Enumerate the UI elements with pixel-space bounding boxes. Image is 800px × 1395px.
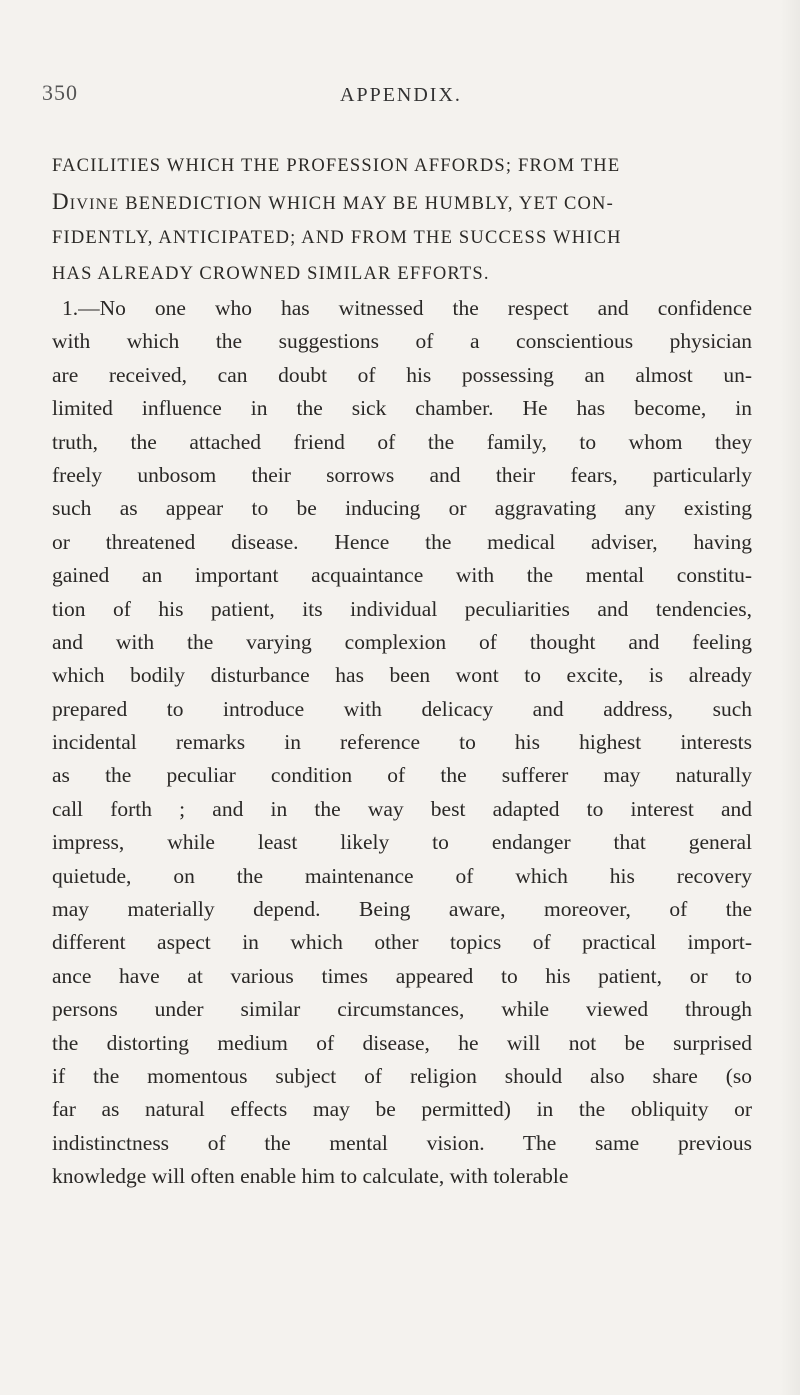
running-head: APPENDIX. <box>340 84 462 106</box>
heading-initial-word: Divine <box>52 189 120 214</box>
heading-line: FACILITIES WHICH THE PROFESSION AFFORDS; FROM THE <box>52 156 621 176</box>
body-line: knowledge will often enable him to calculate, with tolerable <box>52 1164 569 1189</box>
section-heading <box>52 148 752 292</box>
body-line: incidental remarks in reference to his highest interests <box>52 730 752 755</box>
body-paragraph <box>52 292 752 1194</box>
body-line: as the peculiar condition of the sufferer may naturally <box>52 763 752 788</box>
page-number: 350 <box>42 80 78 105</box>
body-line: such as appear to be inducing or aggravating any existing <box>52 496 752 521</box>
body-line: persons under similar circumstances, while viewed through <box>52 997 752 1022</box>
heading-line <box>52 184 752 220</box>
body-line: tion of his patient, its individual peculiarities and tendencies, <box>52 596 752 621</box>
body-line: the distorting medium of disease, he will not be surprised <box>52 1030 752 1055</box>
page-edge-shadow <box>780 0 800 1395</box>
body-line: gained an important acquaintance with the mental constitu- <box>52 563 752 588</box>
body-line: ance have at various times appeared to his patient, or to <box>52 963 752 988</box>
body-line: call forth ; and in the way best adapted to interest and <box>52 796 752 821</box>
heading-line: HAS ALREADY CROWNED SIMILAR EFFORTS. <box>52 264 490 284</box>
body-line: impress, while least likely to endanger that general <box>52 830 752 855</box>
body-line: prepared to introduce with delicacy and address, such <box>52 696 752 721</box>
body-line: far as natural effects may be permitted) in the obliquity or <box>52 1097 752 1122</box>
heading-line: FIDENTLY, ANTICIPATED; AND FROM THE SUCCESS WHICH <box>52 228 622 248</box>
body-line: limited influence in the sick chamber. He has become, in <box>52 396 752 421</box>
body-line: different aspect in which other topics of practical import- <box>52 930 752 955</box>
body-line: with which the suggestions of a conscientious physician <box>52 329 752 354</box>
body-line: if the momentous subject of religion should also share (so <box>52 1063 752 1088</box>
heading-line-rest: BENEDICTION WHICH MAY BE HUMBLY, YET CON- <box>125 194 614 214</box>
body-line: 1.—No one who has witnessed the respect and confidence <box>62 296 752 320</box>
body-line: which bodily disturbance has been wont to excite, is already <box>52 663 752 688</box>
body-line: are received, can doubt of his possessing an almost un- <box>52 362 752 387</box>
body-line: indistinctness of the mental vision. The same previous <box>52 1130 752 1155</box>
body-line: quietude, on the maintenance of which his recovery <box>52 863 752 888</box>
body-line: freely unbosom their sorrows and their fears, particularly <box>52 462 752 487</box>
body-line: truth, the attached friend of the family, to whom they <box>52 429 752 454</box>
body-line: and with the varying complexion of thought and feeling <box>52 629 752 654</box>
body-line: may materially depend. Being aware, moreover, of the <box>52 897 752 922</box>
body-line: or threatened disease. Hence the medical adviser, having <box>52 529 752 554</box>
